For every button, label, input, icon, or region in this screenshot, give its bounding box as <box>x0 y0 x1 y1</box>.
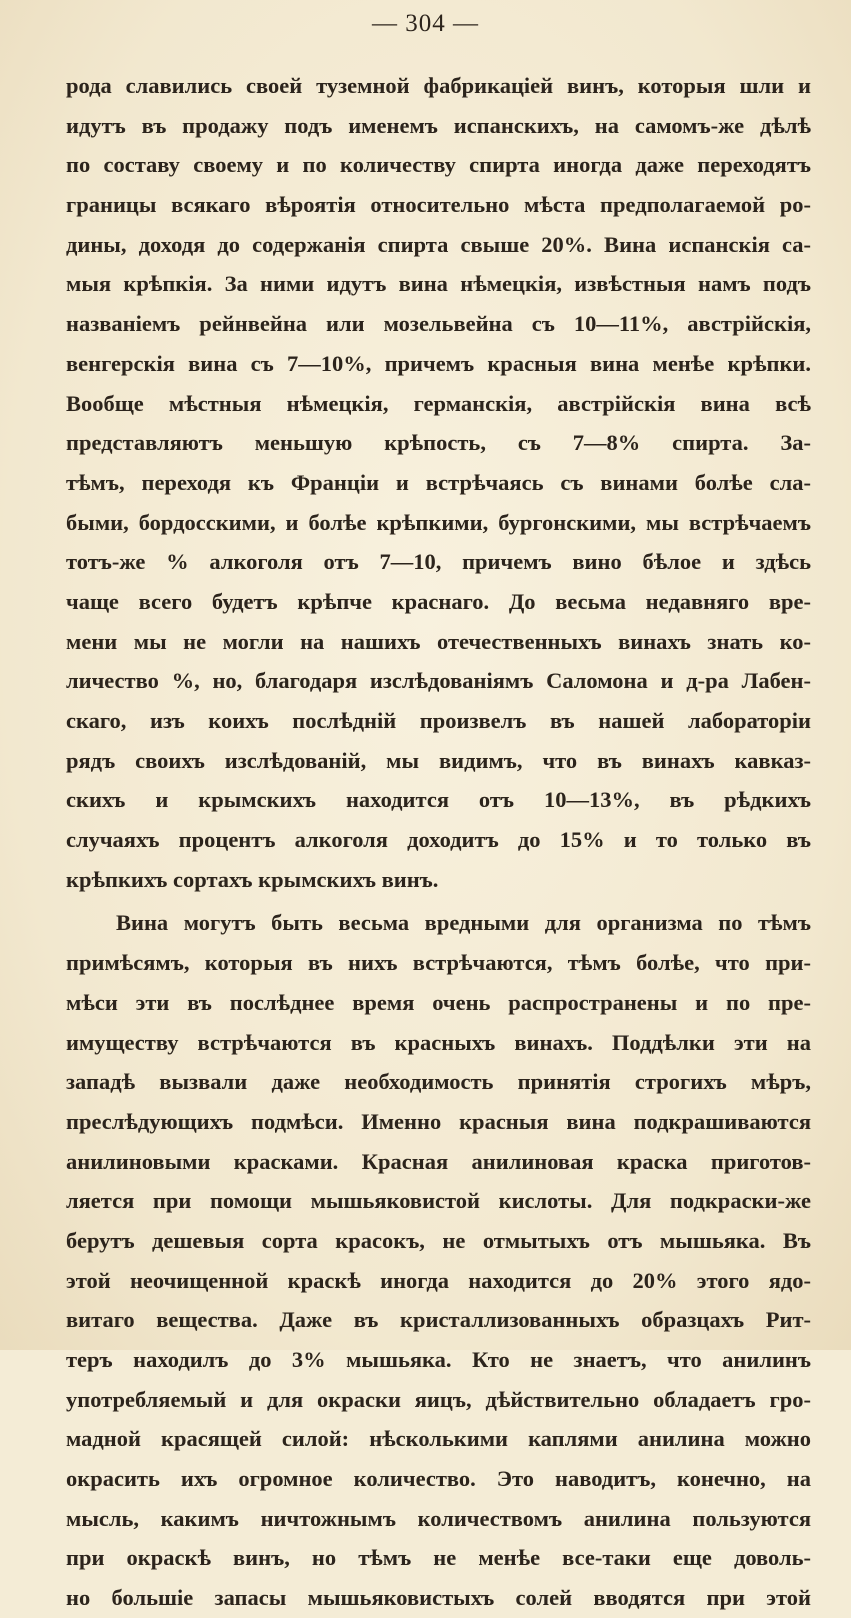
text-line: имуществу встрѣчаются въ красныхъ винахъ. Поддѣлки эти на <box>66 1029 811 1055</box>
body-text <box>66 66 811 1618</box>
text-line: случаяхъ процентъ алкоголя доходитъ до 15% и то только въ <box>66 827 811 853</box>
text-line: теръ находилъ до 3% мышьяка. Кто не знаетъ, что анилинъ <box>66 1347 811 1372</box>
text-line: тѣмъ, переходя къ Франціи и встрѣчаясь съ винами болѣе сла- <box>66 469 811 495</box>
text-line: при окраскѣ винъ, но тѣмъ не менѣе все-таки еще доволь- <box>66 1545 811 1571</box>
text-line: крѣпкихъ сортахъ крымскихъ винъ. <box>66 866 439 892</box>
text-line: Вообще мѣстныя нѣмецкія, германскія, австрійскія вина всѣ <box>66 390 811 416</box>
text-line: быми, бордосскими, и болѣе крѣпкими, бургонскими, мы встрѣчаемъ <box>66 509 811 535</box>
text-line: скаго, изъ коихъ послѣдній произвелъ въ нашей лабораторіи <box>66 708 811 733</box>
text-line: личество %, но, благодаря изслѣдованіямъ Саломона и д-ра Лабен- <box>66 668 811 694</box>
text-line: скихъ и крымскихъ находится отъ 10—13%, въ рѣдкихъ <box>66 787 811 813</box>
text-line: венгерскія вина съ 7—10%, причемъ красныя вина менѣе крѣпки. <box>66 350 811 376</box>
text-line: Вина могутъ быть весьма вредными для организма по тѣмъ <box>116 910 811 936</box>
text-line: мысль, какимъ ничтожнымъ количествомъ анилина пользуются <box>66 1505 811 1531</box>
text-line: мадной красящей силой: нѣсколькими каплями анилина можно <box>66 1426 811 1452</box>
text-line: границы всякаго вѣроятія относительно мѣста предполагаемой ро- <box>66 192 811 218</box>
text-line: названіемъ рейнвейна или мозельвейна съ 10—11%, австрійскія, <box>66 311 811 337</box>
text-line: преслѣдующихъ подмѣси. Именно красныя вина подкрашиваются <box>66 1108 811 1134</box>
text-line: рода славились своей туземной фабрикаціей винъ, которыя шли и <box>66 73 811 98</box>
text-line: витаго вещества. Даже въ кристаллизованныхъ образцахъ Рит- <box>66 1307 811 1333</box>
text-line: рядъ своихъ изслѣдованій, мы видимъ, что въ винахъ кавказ- <box>66 747 811 773</box>
text-line: мѣси эти въ послѣднее время очень распространены и по пре- <box>66 989 811 1015</box>
paragraph-2 <box>66 903 811 1617</box>
paragraph-1 <box>66 66 811 899</box>
text-line: окрасить ихъ огромное количество. Это наводитъ, конечно, на <box>66 1466 811 1492</box>
text-line: ляется при помощи мышьяковистой кислоты. Для подкраски-же <box>66 1188 811 1214</box>
text-line: чаще всего будетъ крѣпче краснаго. До весьма недавняго вре- <box>66 588 811 614</box>
text-line: дины, доходя до содержанія спирта свыше 20%. Вина испанскія са- <box>66 231 811 257</box>
text-line: идутъ въ продажу подъ именемъ испанскихъ, на самомъ-же дѣлѣ <box>66 112 811 138</box>
text-line: анилиновыми красками. Красная анилиновая краска приготов- <box>66 1148 811 1174</box>
text-line: западѣ вызвали даже необходимость принятія строгихъ мѣръ, <box>66 1069 811 1095</box>
text-line: по составу своему и по количеству спирта иногда даже переходятъ <box>66 152 811 178</box>
text-line: мыя крѣпкія. За ними идутъ вина нѣмецкія, извѣстныя намъ подъ <box>66 271 811 297</box>
text-line: этой неочищенной краскѣ иногда находится до 20% этого ядо- <box>66 1267 811 1293</box>
text-line: мени мы не могли на нашихъ отечественныхъ винахъ знать ко- <box>66 628 811 654</box>
text-line: употребляемый и для окраски яицъ, дѣйствительно обладаетъ гро- <box>66 1386 811 1412</box>
page-number: — 304 — <box>372 10 479 37</box>
text-line: представляютъ меньшую крѣпость, съ 7—8% спирта. За- <box>66 430 811 456</box>
text-line: примѣсямъ, которыя въ нихъ встрѣчаются, тѣмъ болѣе, что при- <box>66 950 811 976</box>
text-line: берутъ дешевыя сорта красокъ, не отмытыхъ отъ мышьяка. Въ <box>66 1227 811 1253</box>
text-line: тотъ-же % алкоголя отъ 7—10, причемъ вино бѣлое и здѣсь <box>66 549 811 575</box>
text-line: но большіе запасы мышьяковистыхъ солей вводятся при этой <box>66 1585 811 1611</box>
